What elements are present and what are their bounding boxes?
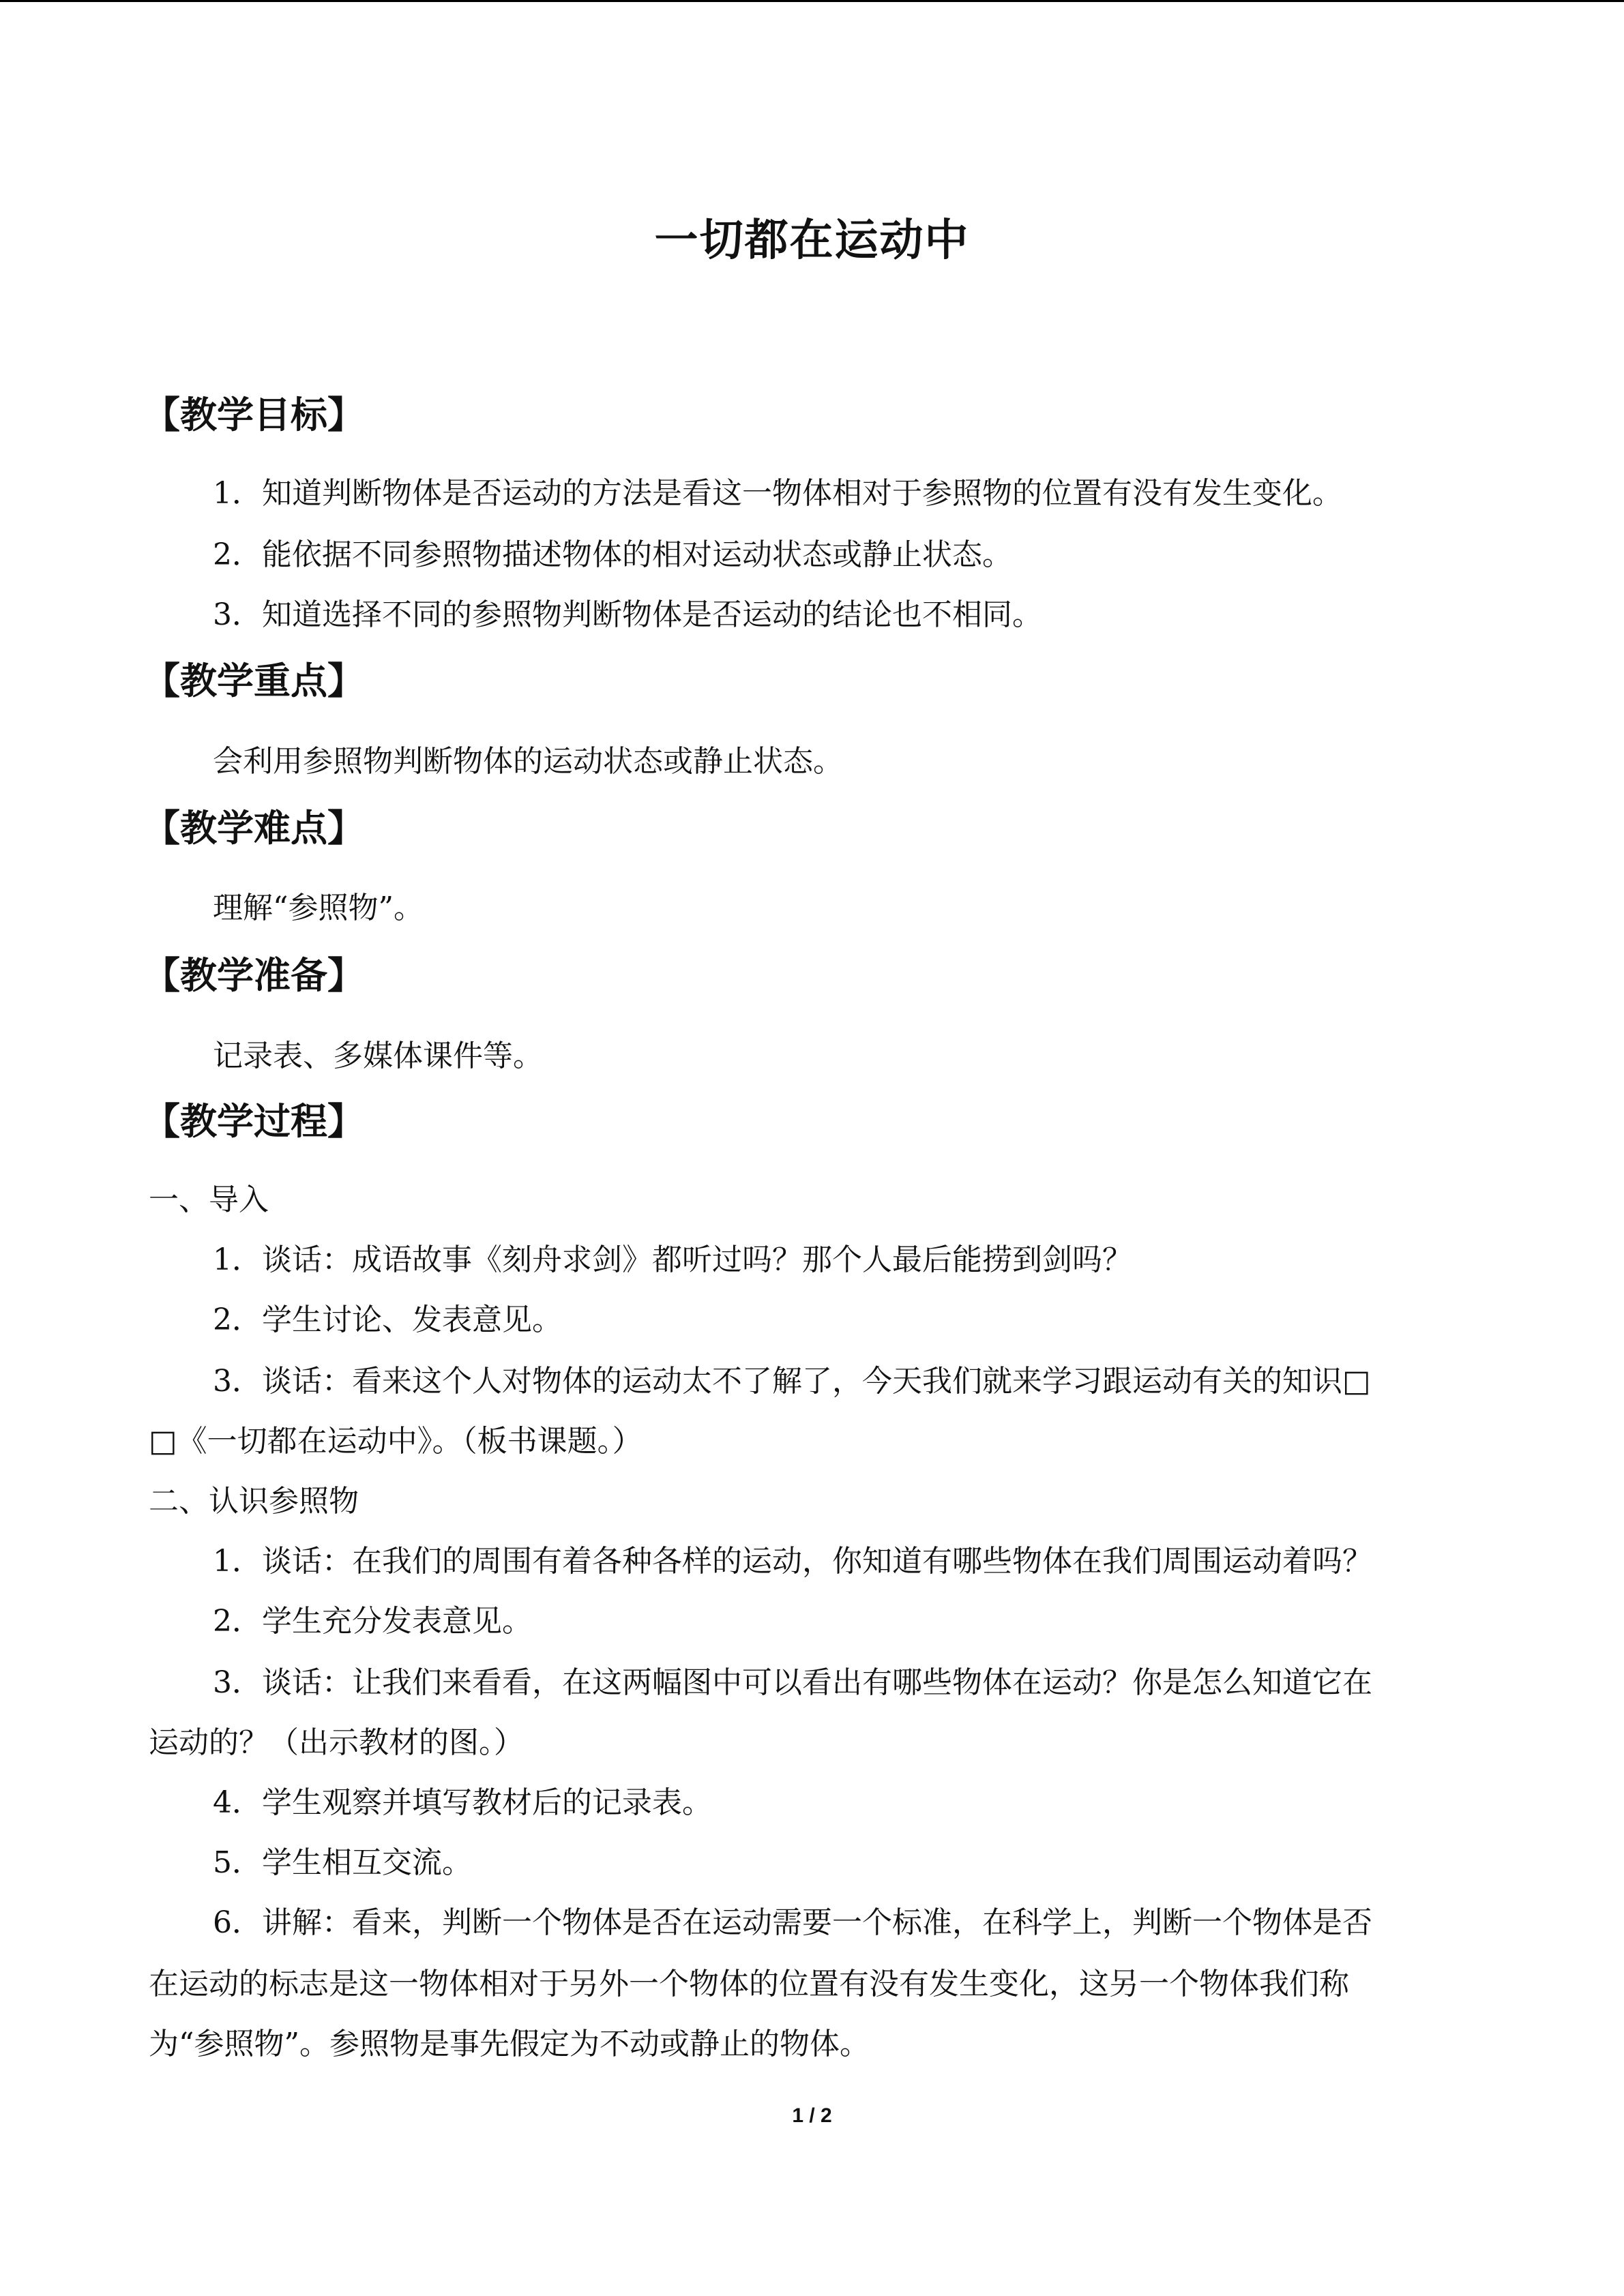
process-part2-line-8: 在运动的标志是这一物体相对于另外一个物体的位置有没有发生变化，这另一个物体我们称	[149, 1967, 1349, 2001]
heading-preparation: 【教学准备】	[143, 953, 364, 997]
heading-difficulties: 【教学难点】	[143, 806, 364, 850]
heading-teaching-goals: 【教学目标】	[143, 393, 364, 436]
document-title: 一切都在运动中	[654, 215, 970, 266]
process-part1-line-4: □《一切都在运动中》。（板书课题。）	[149, 1424, 643, 1459]
process-part2-line-9: 为“参照物”。参照物是事先假定为不动或静止的物体。	[149, 2027, 870, 2061]
goal-item-3: 3．知道选择不同的参照物判断物体是否运动的结论也不相同。	[213, 597, 1042, 632]
process-part2-line-5: 4．学生观察并填写教材后的记录表。	[213, 1785, 712, 1820]
preparation-text: 记录表、多媒体课件等。	[213, 1039, 543, 1073]
process-part2-line-2: 2．学生充分发表意见。	[213, 1604, 532, 1639]
top-border-rule	[0, 0, 1624, 2]
process-part1-line-3: 3．谈话：看来这个人对物体的运动太不了解了，今天我们就来学习跟运动有关的知识□	[213, 1364, 1371, 1399]
process-part2-line-7: 6．讲解：看来，判断一个物体是否在运动需要一个标准，在科学上，判断一个物体是否	[213, 1905, 1372, 1940]
goal-item-2: 2．能依据不同参照物描述物体的相对运动状态或静止状态。	[213, 537, 1012, 572]
process-part2-line-1: 1．谈话：在我们的周围有着各种各样的运动，你知道有哪些物体在我们周围运动着吗？	[213, 1544, 1372, 1579]
process-part1-title: 一、导入	[149, 1182, 269, 1217]
page-number: 1 / 2	[792, 2104, 832, 2127]
key-points-text: 会利用参照物判断物体的运动状态或静止状态。	[213, 744, 843, 779]
goal-item-1: 1．知道判断物体是否运动的方法是看这一物体相对于参照物的位置有没有发生变化。	[213, 476, 1342, 511]
difficulties-text: 理解“参照物”。	[213, 891, 424, 925]
process-part2-line-6: 5．学生相互交流。	[213, 1845, 472, 1880]
process-part2-title: 二、认识参照物	[149, 1484, 359, 1519]
heading-process: 【教学过程】	[143, 1099, 364, 1143]
process-part1-line-1: 1．谈话：成语故事《刻舟求剑》都听过吗？那个人最后能捞到剑吗？	[213, 1242, 1132, 1277]
heading-key-points: 【教学重点】	[143, 659, 364, 702]
process-part2-line-4: 运动的？（出示教材的图。）	[149, 1725, 524, 1760]
process-part2-line-3: 3．谈话：让我们来看看，在这两幅图中可以看出有哪些物体在运动？你是怎么知道它在	[213, 1665, 1372, 1700]
process-part1-line-2: 2．学生讨论、发表意见。	[213, 1302, 562, 1337]
